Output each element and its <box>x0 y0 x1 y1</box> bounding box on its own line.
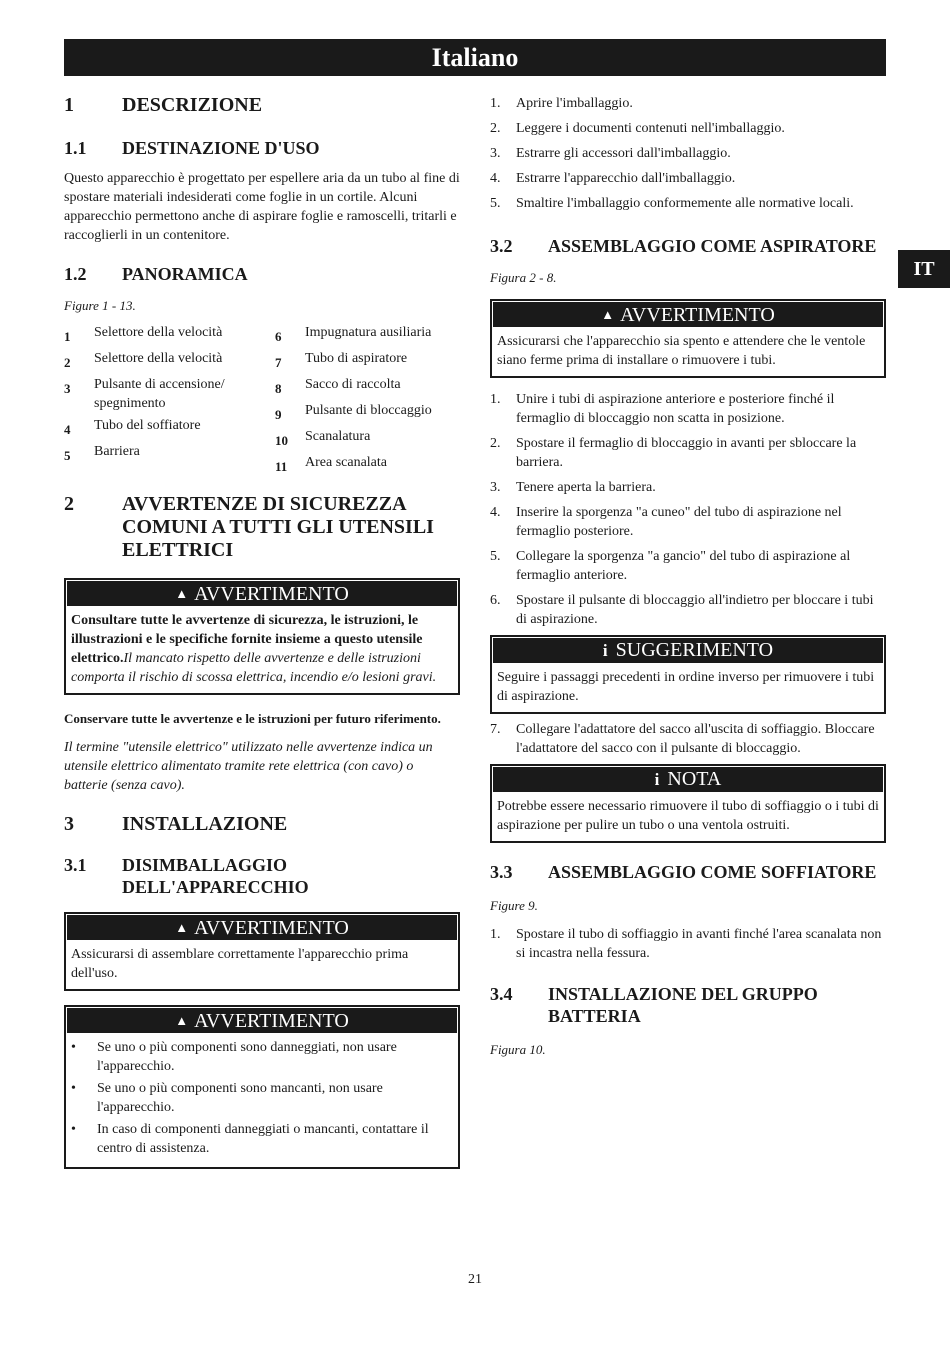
step-number: 3. <box>490 480 501 495</box>
list-item <box>71 1038 453 1076</box>
note-header <box>493 767 883 792</box>
list-item-text: Se uno o più componenti sono mancanti, non usare l'apparecchio. <box>97 1081 383 1115</box>
part-label: Selettore della velocità <box>94 325 223 340</box>
part-item <box>275 349 460 372</box>
figure-reference: Figure 1 - 13. <box>64 298 136 313</box>
step-item <box>490 478 886 497</box>
list-item-text: Se uno o più componenti sono danneggiati, non usare l'apparecchio. <box>97 1040 397 1074</box>
part-item <box>275 401 460 424</box>
warning-triangle-icon: ▲ <box>175 586 189 601</box>
section-3-heading <box>64 813 460 836</box>
section-3-1-heading <box>64 854 460 898</box>
figure-reference: Figure 9. <box>490 898 538 913</box>
part-number: 5 <box>64 448 71 463</box>
step-item <box>490 591 886 629</box>
warning-header <box>493 302 883 327</box>
note-title: NOTA <box>667 768 722 790</box>
damaged-parts-warning-box <box>64 1005 460 1169</box>
parts-list <box>64 323 460 479</box>
section-number: 2 <box>64 493 74 515</box>
step-item <box>490 169 886 188</box>
part-item <box>64 442 275 465</box>
step-number: 3. <box>490 146 501 161</box>
page-title: Italiano <box>64 39 886 76</box>
step-text: Unire i tubi di aspirazione anteriore e posteriore finché il fermaglio di bloccaggio non scatta in posizione. <box>516 392 835 426</box>
step-number: 4. <box>490 171 501 186</box>
part-number: 10 <box>275 433 288 448</box>
parts-column-2 <box>275 323 460 479</box>
language-tab: IT <box>898 250 950 288</box>
part-item <box>275 375 460 398</box>
section-title: INSTALLAZIONE DEL GRUPPO BATTERIA <box>548 984 818 1026</box>
part-number: 8 <box>275 381 282 396</box>
parts-column-1 <box>64 323 275 479</box>
part-label: Scanalatura <box>305 429 371 444</box>
info-icon: i <box>602 641 608 660</box>
bullet: • <box>71 1040 76 1055</box>
section-number: 3 <box>64 813 74 835</box>
step-text: Aprire l'imballaggio. <box>516 96 633 111</box>
step-text: Leggere i documenti contenuti nell'imballaggio. <box>516 121 785 136</box>
step-text: Spostare il tubo di soffiaggio in avanti finché l'area scanalata non si incastra nella fessura. <box>516 927 882 961</box>
warning-bold-text: Consultare tutte le avvertenze di sicurezza, le istruzioni, le illustrazioni e le specifiche fornite insieme a questo utensile elettrico. <box>71 613 423 666</box>
warning-triangle-icon: ▲ <box>175 1013 189 1028</box>
section-number: 3.1 <box>64 855 87 875</box>
warning-body: Assicurarsi di assemblare correttamente l'apparecchio prima dell'uso. <box>71 947 409 981</box>
step-number: 6. <box>490 593 501 608</box>
part-number: 9 <box>275 407 282 422</box>
step-text: Estrarre l'apparecchio dall'imballaggio. <box>516 171 736 186</box>
step-item <box>490 720 886 758</box>
step-item <box>490 925 886 963</box>
step-text: Estrarre gli accessori dall'imballaggio. <box>516 146 731 161</box>
bullet: • <box>71 1081 76 1096</box>
part-label: Tubo del soffiatore <box>94 418 201 433</box>
part-number: 4 <box>64 422 71 437</box>
section-1-1-heading <box>64 137 460 159</box>
vacuum-warning-box <box>490 299 886 378</box>
section-title: PANORAMICA <box>122 264 248 284</box>
step-number: 1. <box>490 96 501 111</box>
part-number: 2 <box>64 355 71 370</box>
unpack-steps <box>490 94 886 213</box>
right-column <box>490 94 886 1059</box>
part-label: Impugnatura ausiliaria <box>305 325 432 340</box>
part-label: Area scanalata <box>305 455 387 470</box>
step-text: Inserire la sporgenza "a cuneo" del tubo di aspirazione nel fermaglio posteriore. <box>516 505 842 539</box>
part-label: Tubo di aspiratore <box>305 351 408 366</box>
warning-body <box>66 607 458 693</box>
step-item <box>490 144 886 163</box>
part-item <box>64 375 275 413</box>
blower-steps <box>490 925 886 963</box>
step-text: Smaltire l'imballaggio conformemente alle normative locali. <box>516 196 854 211</box>
section-1-2-heading <box>64 263 460 285</box>
section-title: ASSEMBLAGGIO COME ASPIRATORE <box>548 236 877 256</box>
part-number: 11 <box>275 459 288 474</box>
safety-warning-box <box>64 578 460 695</box>
warning-italic-text: Il mancato rispetto delle avvertenze e delle istruzioni comporta il rischio di scossa elettrica, incendio e/o lesioni gravi. <box>71 651 437 685</box>
step-text: Collegare la sporgenza "a gancio" del tubo di aspirazione al fermaglio anteriore. <box>516 549 851 583</box>
part-number: 7 <box>275 355 282 370</box>
page-number: 21 <box>468 1272 482 1287</box>
section-title: ASSEMBLAGGIO COME SOFFIATORE <box>548 862 877 882</box>
part-item <box>275 453 460 476</box>
figure-reference: Figura 2 - 8. <box>490 270 557 285</box>
figure-reference: Figura 10. <box>490 1042 546 1057</box>
part-item <box>275 323 460 346</box>
step-item <box>490 390 886 428</box>
step-item <box>490 547 886 585</box>
part-label: Selettore della velocità <box>94 351 223 366</box>
step-item <box>490 434 886 472</box>
step-number: 2. <box>490 121 501 136</box>
section-title: AVVERTENZE DI SICUREZZA COMUNI A TUTTI GLI UTENSILI ELETTRICI <box>122 493 434 561</box>
warning-title: AVVERTIMENTO <box>194 917 349 939</box>
warning-title: AVVERTIMENTO <box>620 304 775 326</box>
bullet: • <box>71 1122 76 1137</box>
step-item <box>490 194 886 213</box>
warning-triangle-icon: ▲ <box>175 920 189 935</box>
tip-body: Seguire i passaggi precedenti in ordine inverso per rimuovere i tubi di aspirazione. <box>497 670 875 704</box>
note-box <box>490 764 886 843</box>
tip-header <box>493 638 883 663</box>
warning-header <box>67 581 457 606</box>
part-number: 3 <box>64 381 71 396</box>
vacuum-assembly-steps <box>490 390 886 629</box>
warning-header <box>67 915 457 940</box>
part-label: Pulsante di bloccaggio <box>305 403 432 418</box>
section-3-2-heading <box>490 235 886 257</box>
power-tool-term-text: Il termine "utensile elettrico" utilizzato nelle avvertenze indica un utensile elettrico alimentato tramite rete elettrica (con cavo) o batterie (senza cavo). <box>64 740 433 793</box>
assembly-warning-box <box>64 912 460 991</box>
section-title: DISIMBALLAGGIO DELL'APPARECCHIO <box>122 855 309 897</box>
step-text: Collegare l'adattatore del sacco all'uscita di soffiaggio. Bloccare l'adattatore del sacco con il pulsante di bloccaggio. <box>516 722 875 756</box>
list-item <box>71 1079 453 1117</box>
step-number: 2. <box>490 436 501 451</box>
section-number: 3.3 <box>490 862 513 882</box>
info-icon: i <box>654 770 660 789</box>
keep-instructions-text: Conservare tutte le avvertenze e le istruzioni per futuro riferimento. <box>64 711 441 726</box>
section-3-4-heading <box>490 983 886 1027</box>
intended-use-text: Questo apparecchio è progettato per espellere aria da un tubo al fine di spostare materiali indesiderati come foglie in un cortile. Alcuni apparecchio permettono anche di aspirare foglie e ramoscelli, tritarli e raccoglierli in un contenitore. <box>64 171 460 243</box>
step-number: 5. <box>490 549 501 564</box>
section-2-heading <box>64 493 460 562</box>
warning-body: Assicurarsi che l'apparecchio sia spento e attendere che le ventole siano ferme prima di installare o rimuovere i tubi. <box>497 334 866 368</box>
step-number: 7. <box>490 722 501 737</box>
part-item <box>64 323 275 346</box>
step-item <box>490 119 886 138</box>
part-label: Sacco di raccolta <box>305 377 401 392</box>
warning-body <box>66 1034 458 1167</box>
section-number: 1.1 <box>64 138 87 158</box>
step-text: Spostare il fermaglio di bloccaggio in avanti per sbloccare la barriera. <box>516 436 857 470</box>
step-item <box>490 94 886 113</box>
note-body: Potrebbe essere necessario rimuovere il tubo di soffiaggio o i tubi di aspirazione per pulire un tubo o una ventola ostruiti. <box>497 799 879 833</box>
section-1-heading <box>64 94 460 117</box>
step-item <box>490 503 886 541</box>
warning-header <box>67 1008 457 1033</box>
warning-title: AVVERTIMENTO <box>194 1010 349 1032</box>
part-number: 1 <box>64 329 71 344</box>
step-number: 5. <box>490 196 501 211</box>
warning-triangle-icon: ▲ <box>601 307 615 322</box>
section-title: INSTALLAZIONE <box>122 813 288 835</box>
step-text: Tenere aperta la barriera. <box>516 480 656 495</box>
step-text: Spostare il pulsante di bloccaggio all'indietro per bloccare i tubi di aspirazione. <box>516 593 874 627</box>
tip-title: SUGGERIMENTO <box>615 639 774 661</box>
section-title: DESCRIZIONE <box>122 94 263 116</box>
section-number: 3.2 <box>490 236 513 256</box>
part-label: Barriera <box>94 444 140 459</box>
part-item <box>64 349 275 372</box>
left-column <box>64 94 460 1169</box>
part-label: Pulsante di accensione/ spegnimento <box>94 377 225 411</box>
part-number: 6 <box>275 329 282 344</box>
warning-title: AVVERTIMENTO <box>194 583 349 605</box>
step-number: 1. <box>490 927 501 942</box>
part-item <box>275 427 460 450</box>
section-number: 1 <box>64 94 74 116</box>
step-number: 1. <box>490 392 501 407</box>
list-item-text: In caso di componenti danneggiati o mancanti, contattare il centro di assistenza. <box>97 1122 429 1156</box>
section-number: 3.4 <box>490 984 513 1004</box>
part-item <box>64 416 275 439</box>
tip-box <box>490 635 886 714</box>
section-title: DESTINAZIONE D'USO <box>122 138 320 158</box>
bag-step <box>490 720 886 758</box>
list-item <box>71 1120 453 1158</box>
section-3-3-heading <box>490 861 886 883</box>
section-number: 1.2 <box>64 264 87 284</box>
step-number: 4. <box>490 505 501 520</box>
